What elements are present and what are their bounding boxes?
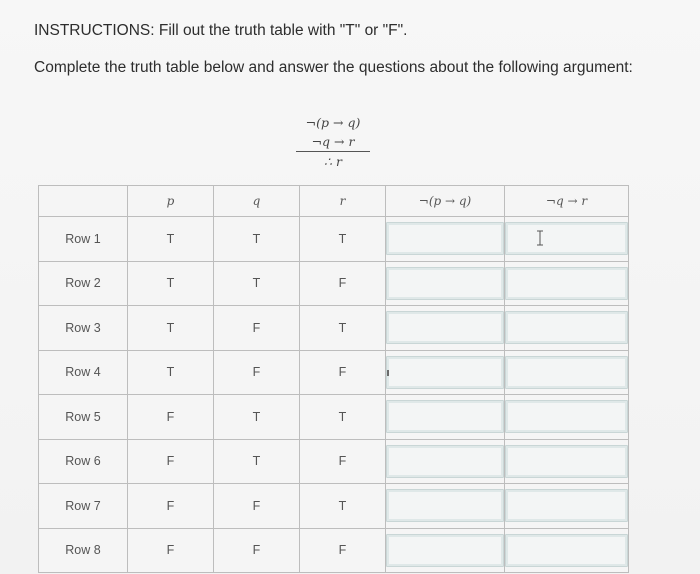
cell-p: F: [128, 439, 214, 484]
answer-input-row3-premise2[interactable]: [505, 311, 628, 344]
answer-input-row2-premise2[interactable]: [505, 267, 628, 300]
truth-table: [38, 185, 629, 573]
row-label: Row 2: [39, 261, 128, 306]
table-row: [39, 484, 629, 529]
cell-q: T: [214, 261, 300, 306]
answer-cell-premise-1: [386, 217, 505, 262]
argument-block: [288, 113, 378, 171]
truth-table-header-row: [39, 186, 629, 217]
cell-p: T: [128, 217, 214, 262]
header-premise-2: ¬q → r: [505, 186, 629, 217]
row-label: Row 8: [39, 528, 128, 573]
cell-r: F: [300, 261, 386, 306]
cell-q: T: [214, 439, 300, 484]
answer-cell-premise-2: [505, 528, 629, 573]
cell-p: F: [128, 395, 214, 440]
header-empty: [39, 186, 128, 217]
row-label: Row 3: [39, 306, 128, 351]
table-row: [39, 306, 629, 351]
answer-cell-premise-1: [386, 484, 505, 529]
cell-q: T: [214, 217, 300, 262]
answer-input-row3-premise1[interactable]: [386, 311, 504, 344]
table-row: [39, 350, 629, 395]
table-row: [39, 528, 629, 573]
cell-q: F: [214, 306, 300, 351]
answer-cell-premise-1: [386, 261, 505, 306]
row-label: Row 5: [39, 395, 128, 440]
answer-input-row4-premise1[interactable]: [386, 356, 504, 389]
i-beam-cursor-icon: [536, 230, 544, 246]
answer-cell-premise-2: [505, 306, 629, 351]
cell-r: F: [300, 528, 386, 573]
cell-p: F: [128, 528, 214, 573]
table-row: [39, 439, 629, 484]
cell-r: F: [300, 350, 386, 395]
instructions-text: INSTRUCTIONS: Fill out the truth table with "T" or "F".: [34, 22, 408, 39]
cell-q: T: [214, 395, 300, 440]
cell-q: F: [214, 350, 300, 395]
header-premise-1: ¬(p → q): [386, 186, 505, 217]
answer-input-row8-premise1[interactable]: [386, 534, 504, 567]
answer-input-row4-premise2[interactable]: [505, 356, 628, 389]
cell-p: T: [128, 350, 214, 395]
answer-cell-premise-2: [505, 261, 629, 306]
answer-input-row6-premise2[interactable]: [505, 445, 628, 478]
answer-cell-premise-2: [505, 439, 629, 484]
argument-conclusion: ∴ r: [324, 154, 342, 169]
answer-cell-premise-1: [386, 439, 505, 484]
row-label: Row 6: [39, 439, 128, 484]
table-row: [39, 217, 629, 262]
header-r: r: [300, 186, 386, 217]
row-label: Row 1: [39, 217, 128, 262]
cell-r: T: [300, 395, 386, 440]
cell-r: T: [300, 217, 386, 262]
answer-input-row2-premise1[interactable]: [386, 267, 504, 300]
answer-cell-premise-1: [386, 395, 505, 440]
answer-cell-premise-2: [505, 484, 629, 529]
row-label: Row 7: [39, 484, 128, 529]
cell-q: F: [214, 528, 300, 573]
argument-premise-2: ¬q → r: [311, 134, 355, 149]
row-label: Row 4: [39, 350, 128, 395]
cell-q: F: [214, 484, 300, 529]
cell-p: T: [128, 261, 214, 306]
answer-cell-premise-1: [386, 528, 505, 573]
header-q: q: [214, 186, 300, 217]
cell-r: T: [300, 306, 386, 351]
answer-cell-premise-2: [505, 217, 629, 262]
table-row: [39, 395, 629, 440]
answer-input-row6-premise1[interactable]: [386, 445, 504, 478]
argument-premise-1: ¬(p → q): [305, 115, 361, 130]
cell-p: T: [128, 306, 214, 351]
cell-r: F: [300, 439, 386, 484]
cell-p: F: [128, 484, 214, 529]
answer-input-row1-premise1[interactable]: [386, 222, 504, 255]
table-row: [39, 261, 629, 306]
answer-input-row5-premise2[interactable]: [505, 400, 628, 433]
cell-r: T: [300, 484, 386, 529]
answer-input-row7-premise1[interactable]: [386, 489, 504, 522]
text-caret: [387, 370, 389, 376]
answer-cell-premise-1: [386, 306, 505, 351]
answer-cell-premise-2: [505, 350, 629, 395]
answer-cell-premise-2: [505, 395, 629, 440]
answer-cell-premise-1: [386, 350, 505, 395]
answer-input-row1-premise2[interactable]: [505, 222, 628, 255]
header-p: p: [128, 186, 214, 217]
answer-input-row8-premise2[interactable]: [505, 534, 628, 567]
answer-input-row7-premise2[interactable]: [505, 489, 628, 522]
answer-input-row5-premise1[interactable]: [386, 400, 504, 433]
intro-text: Complete the truth table below and answer the questions about the following argument:: [34, 59, 633, 76]
